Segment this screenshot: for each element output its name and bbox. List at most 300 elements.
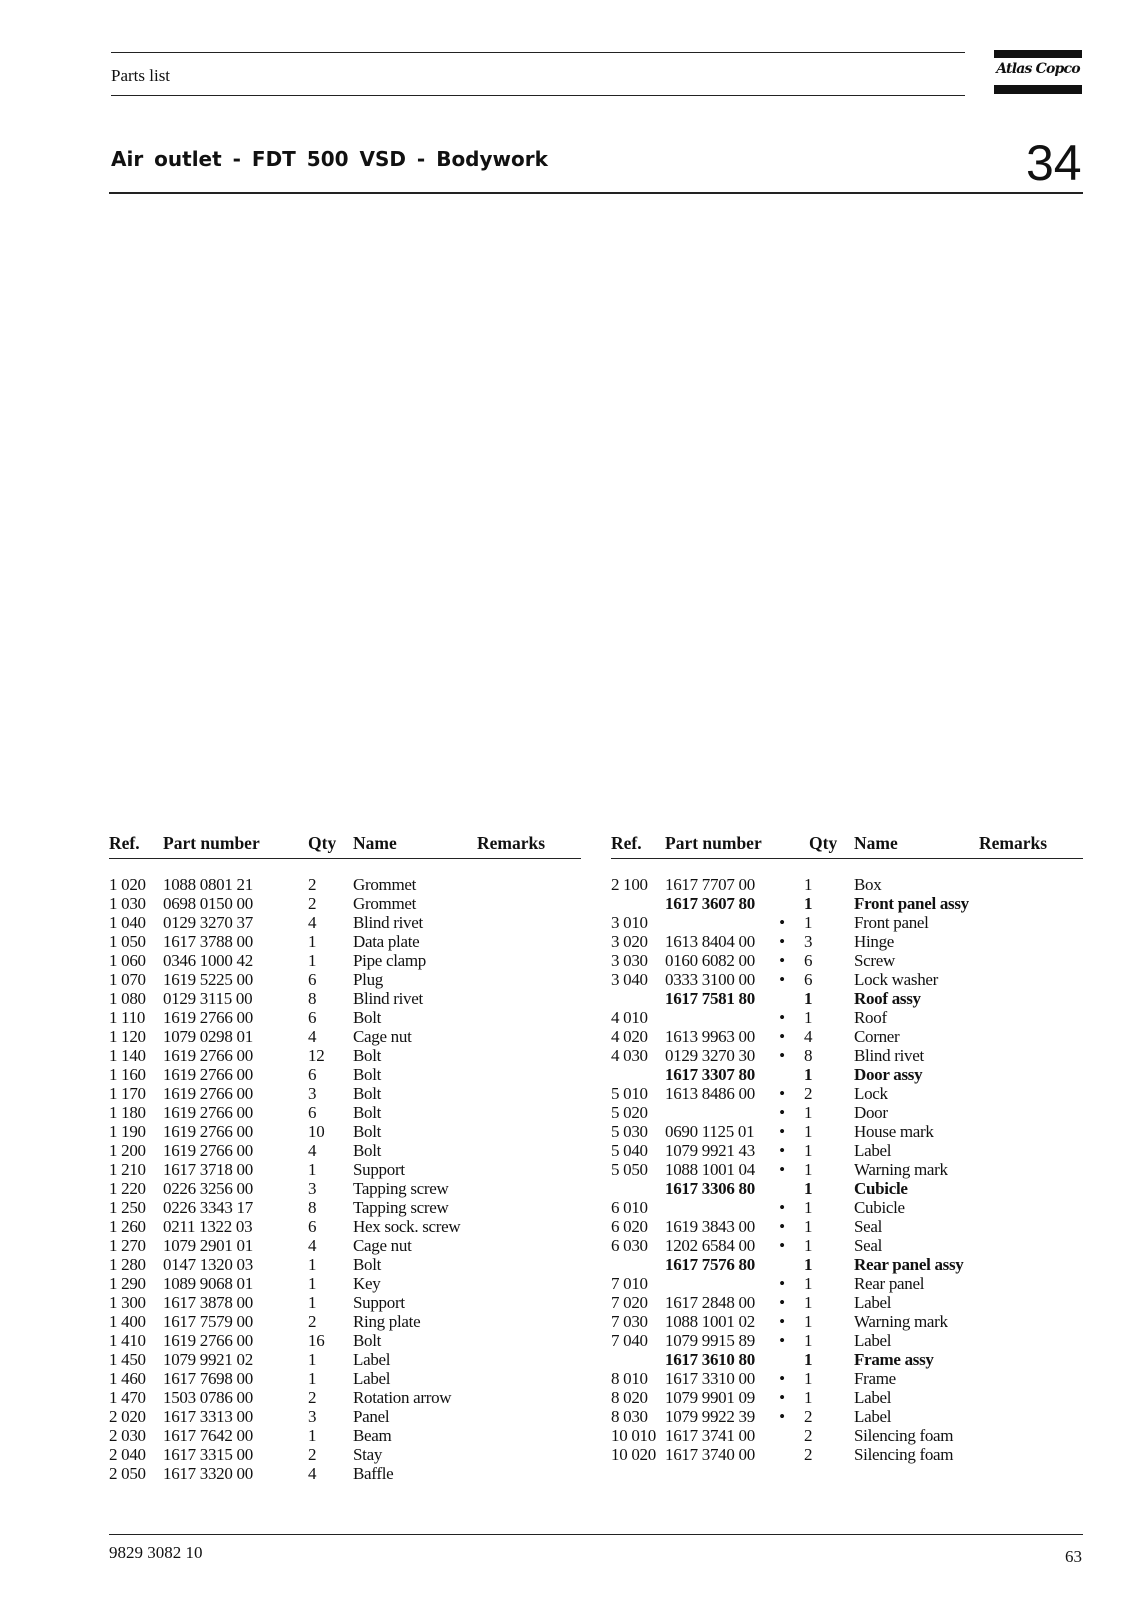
cell-part-number: 1089 9068 01 [163,1274,253,1293]
cell-ref: 1 270 [109,1236,146,1255]
cell-part-number: 1619 2766 00 [163,1084,253,1103]
cell-ref: 1 040 [109,913,146,932]
cell-name: Support [353,1293,405,1312]
table-row [109,1350,581,1369]
table-header [109,832,581,859]
cell-qty: 2 [804,1445,813,1464]
cell-name: Seal [854,1236,883,1255]
cell-name: Label [854,1388,892,1407]
cell-ref: 3 030 [611,951,648,970]
table-row [109,1027,581,1046]
cell-part-number: 0226 3343 17 [163,1198,253,1217]
cell-subassembly-marker: • [779,1293,785,1312]
cell-subassembly-marker: • [779,1331,785,1350]
cell-subassembly-marker: • [779,1274,785,1293]
cell-qty: 4 [308,1464,317,1483]
cell-ref: 7 010 [611,1274,648,1293]
table-row [109,1255,581,1274]
header-remarks: Remarks [477,833,546,853]
cell-name: Door assy [854,1065,923,1084]
table-row [109,1141,581,1160]
header-part-number: Part number [163,833,260,853]
cell-ref: 1 190 [109,1122,146,1141]
cell-name: Bolt [353,1141,382,1160]
cell-part-number: 1617 3320 00 [163,1464,253,1483]
header-qty: Qty [809,833,838,853]
cell-qty: 1 [308,1350,317,1369]
cell-part-number: 1617 2848 00 [665,1293,755,1312]
cell-part-number: 1617 3310 00 [665,1369,755,1388]
title-rule [109,192,1083,194]
table-row [611,1255,1083,1274]
cell-ref: 2 030 [109,1426,146,1445]
cell-name: Warning mark [854,1312,948,1331]
cell-part-number: 0690 1125 01 [665,1122,755,1141]
cell-name: Bolt [353,1046,382,1065]
cell-qty: 1 [308,1274,317,1293]
table-row [109,1217,581,1236]
cell-qty: 1 [308,1160,317,1179]
cell-name: Roof assy [854,989,921,1008]
cell-part-number: 1619 2766 00 [163,1046,253,1065]
cell-part-number: 1079 2901 01 [163,1236,253,1255]
cell-name: Bolt [353,1084,382,1103]
cell-part-number: 0160 6082 00 [665,951,755,970]
cell-name: Frame assy [854,1350,934,1369]
cell-name: Label [854,1293,892,1312]
cell-ref: 1 250 [109,1198,146,1217]
cell-ref: 1 280 [109,1255,146,1274]
cell-qty: 1 [804,1350,813,1369]
table-body-left [109,875,581,1483]
table-row [109,1008,581,1027]
cell-qty: 2 [804,1407,813,1426]
cell-ref: 1 400 [109,1312,146,1331]
cell-ref: 1 210 [109,1160,146,1179]
cell-part-number: 1617 3313 00 [163,1407,253,1426]
table-row [611,1312,1083,1331]
cell-name: Door [854,1103,888,1122]
cell-qty: 8 [804,1046,813,1065]
cell-qty: 8 [308,989,317,1008]
cell-name: Bolt [353,1065,382,1084]
table-row [611,1046,1083,1065]
table-row [109,1388,581,1407]
cell-name: Rear panel assy [854,1255,964,1274]
cell-name: Warning mark [854,1160,948,1179]
cell-part-number: 1617 7642 00 [163,1426,253,1445]
cell-part-number: 1617 3788 00 [163,932,253,951]
cell-qty: 1 [804,1103,813,1122]
cell-name: Lock washer [854,970,939,989]
cell-name: Grommet [353,875,417,894]
cell-qty: 1 [804,1122,813,1141]
table-row [611,1179,1083,1198]
cell-subassembly-marker: • [779,1160,785,1179]
cell-qty: 1 [804,1274,813,1293]
header-remarks: Remarks [979,833,1048,853]
cell-name: Blind rivet [353,989,423,1008]
cell-qty: 6 [308,1008,317,1027]
table-body-right [611,875,1083,1464]
cell-qty: 1 [308,1255,317,1274]
table-row [109,913,581,932]
cell-qty: 12 [308,1046,325,1065]
cell-part-number: 1619 2766 00 [163,1122,253,1141]
cell-name: Bolt [353,1103,382,1122]
cell-part-number: 1617 7576 80 [665,1255,755,1274]
cell-ref: 1 060 [109,951,146,970]
cell-qty: 1 [308,1426,317,1445]
table-row [611,932,1083,951]
table-row [611,894,1083,913]
table-row [611,1198,1083,1217]
cell-name: Data plate [353,932,420,951]
cell-qty: 1 [804,894,813,913]
cell-name: Ring plate [353,1312,421,1331]
cell-qty: 3 [308,1179,317,1198]
cell-ref: 6 010 [611,1198,648,1217]
cell-qty: 16 [308,1331,325,1350]
cell-part-number: 0129 3115 00 [163,989,253,1008]
cell-subassembly-marker: • [779,1103,785,1122]
cell-part-number: 1503 0786 00 [163,1388,253,1407]
cell-subassembly-marker: • [779,1046,785,1065]
cell-name: Panel [353,1407,390,1426]
cell-ref: 7 040 [611,1331,648,1350]
cell-qty: 1 [804,1160,813,1179]
table-row [109,1445,581,1464]
cell-ref: 1 070 [109,970,146,989]
cell-ref: 1 050 [109,932,146,951]
cell-qty: 1 [804,1255,813,1274]
cell-part-number: 1619 3843 00 [665,1217,755,1236]
cell-ref: 4 020 [611,1027,648,1046]
cell-ref: 5 010 [611,1084,648,1103]
logo-text: Atlas Copco [996,61,1080,77]
table-row [109,1464,581,1483]
cell-qty: 4 [308,1141,317,1160]
table-row [611,989,1083,1008]
cell-qty: 2 [308,1312,317,1331]
cell-part-number: 1617 3878 00 [163,1293,253,1312]
cell-qty: 3 [308,1084,317,1103]
cell-ref: 2 040 [109,1445,146,1464]
table-row [109,1407,581,1426]
header-ref: Ref. [611,833,642,853]
cell-qty: 1 [308,1369,317,1388]
cell-part-number: 1079 9915 89 [665,1331,755,1350]
brand-logo [994,50,1082,94]
table-row [611,1008,1083,1027]
cell-ref: 7 030 [611,1312,648,1331]
cell-part-number: 1619 2766 00 [163,1065,253,1084]
cell-ref: 6 030 [611,1236,648,1255]
table-row [611,875,1083,894]
table-row [611,1388,1083,1407]
cell-part-number: 0147 1320 03 [163,1255,253,1274]
cell-part-number: 0698 0150 00 [163,894,253,913]
cell-name: Hinge [854,932,895,951]
table-row [611,1027,1083,1046]
cell-qty: 4 [308,1027,317,1046]
header-name: Name [854,833,898,853]
cell-name: Grommet [353,894,417,913]
cell-subassembly-marker: • [779,951,785,970]
cell-name: Baffle [353,1464,394,1483]
table-row [109,1236,581,1255]
parts-table-right [611,832,1083,1464]
cell-ref: 10 020 [611,1445,656,1464]
cell-name: Label [353,1350,391,1369]
table-row [611,1217,1083,1236]
cell-qty: 1 [804,913,813,932]
cell-qty: 1 [804,1065,813,1084]
cell-part-number: 0129 3270 37 [163,913,253,932]
cell-ref: 1 470 [109,1388,146,1407]
table-row [109,1274,581,1293]
table-row [611,1274,1083,1293]
cell-part-number: 1079 9921 43 [665,1141,755,1160]
cell-part-number: 1617 3741 00 [665,1426,755,1445]
header-part-number: Part number [665,833,762,853]
cell-subassembly-marker: • [779,1407,785,1426]
cell-ref: 8 030 [611,1407,648,1426]
cell-name: Label [353,1369,391,1388]
cell-subassembly-marker: • [779,1141,785,1160]
cell-subassembly-marker: • [779,1084,785,1103]
cell-name: Rotation arrow [353,1388,452,1407]
cell-part-number: 1617 3610 80 [665,1350,755,1369]
cell-ref: 5 050 [611,1160,648,1179]
cell-ref: 1 120 [109,1027,146,1046]
cell-qty: 1 [804,989,813,1008]
cell-ref: 1 170 [109,1084,146,1103]
cell-qty: 8 [308,1198,317,1217]
cell-subassembly-marker: • [779,913,785,932]
cell-qty: 1 [804,1236,813,1255]
cell-ref: 5 040 [611,1141,648,1160]
cell-ref: 4 010 [611,1008,648,1027]
cell-part-number: 1613 8486 00 [665,1084,755,1103]
cell-subassembly-marker: • [779,1122,785,1141]
cell-subassembly-marker: • [779,1312,785,1331]
cell-part-number: 1613 9963 00 [665,1027,755,1046]
cell-part-number: 1619 5225 00 [163,970,253,989]
cell-part-number: 1619 2766 00 [163,1008,253,1027]
table-row [109,1160,581,1179]
cell-part-number: 1617 3718 00 [163,1160,253,1179]
table-row [611,970,1083,989]
cell-ref: 1 020 [109,875,146,894]
table-row [109,1293,581,1312]
cell-qty: 4 [308,1236,317,1255]
cell-ref: 1 460 [109,1369,146,1388]
cell-qty: 3 [308,1407,317,1426]
cell-name: Bolt [353,1008,382,1027]
cell-qty: 6 [308,970,317,989]
cell-name: Blind rivet [854,1046,924,1065]
cell-ref: 4 030 [611,1046,648,1065]
cell-name: Beam [353,1426,392,1445]
cell-qty: 6 [804,951,813,970]
cell-qty: 1 [308,951,317,970]
cell-name: Tapping screw [353,1198,449,1217]
cell-subassembly-marker: • [779,1008,785,1027]
cell-qty: 1 [804,1008,813,1027]
table-row [611,1445,1083,1464]
cell-name: Stay [353,1445,383,1464]
cell-part-number: 1088 1001 02 [665,1312,755,1331]
cell-qty: 6 [308,1217,317,1236]
parts-table-left [109,832,581,1483]
cell-qty: 3 [804,932,813,951]
cell-ref: 1 300 [109,1293,146,1312]
cell-qty: 6 [804,970,813,989]
header-qty: Qty [308,833,337,853]
cell-part-number: 0211 1322 03 [163,1217,253,1236]
cell-ref: 3 040 [611,970,648,989]
table-row [611,1065,1083,1084]
cell-name: Support [353,1160,405,1179]
cell-name: Plug [353,970,383,989]
cell-part-number: 1617 3607 80 [665,894,755,913]
cell-qty: 10 [308,1122,325,1141]
table-row [611,1407,1083,1426]
cell-part-number: 0346 1000 42 [163,951,253,970]
cell-ref: 1 200 [109,1141,146,1160]
cell-part-number: 1088 0801 21 [163,875,253,894]
cell-name: Bolt [353,1122,382,1141]
table-row [109,1122,581,1141]
table-row [109,1331,581,1350]
cell-part-number: 1079 9901 09 [665,1388,755,1407]
table-row [611,1293,1083,1312]
cell-qty: 1 [804,1217,813,1236]
cell-part-number: 1202 6584 00 [665,1236,755,1255]
cell-subassembly-marker: • [779,1236,785,1255]
table-row [109,1312,581,1331]
footer-rule [109,1534,1083,1535]
cell-part-number: 1619 2766 00 [163,1331,253,1350]
table-row [611,1122,1083,1141]
cell-ref: 1 290 [109,1274,146,1293]
cell-ref: 8 010 [611,1369,648,1388]
logo-bottom-bar [994,85,1082,94]
table-row [109,1084,581,1103]
table-row [109,1103,581,1122]
cell-qty: 2 [308,875,317,894]
cell-ref: 2 050 [109,1464,146,1483]
cell-part-number: 1617 3315 00 [163,1445,253,1464]
table-row [611,1160,1083,1179]
cell-qty: 1 [804,1293,813,1312]
cell-part-number: 1079 9922 39 [665,1407,755,1426]
cell-part-number: 1617 7579 00 [163,1312,253,1331]
cell-name: Front panel [854,913,929,932]
cell-ref: 3 010 [611,913,648,932]
cell-ref: 1 140 [109,1046,146,1065]
document-number: 9829 3082 10 [109,1543,203,1562]
cell-qty: 1 [804,1331,813,1350]
cell-ref: 8 020 [611,1388,648,1407]
cell-name: Screw [854,951,895,970]
table-row [109,1046,581,1065]
cell-name: Blind rivet [353,913,423,932]
cell-qty: 6 [308,1103,317,1122]
cell-part-number: 1617 3307 80 [665,1065,755,1084]
cell-name: Label [854,1141,892,1160]
cell-subassembly-marker: • [779,1217,785,1236]
cell-name: Frame [854,1369,896,1388]
cell-ref: 5 030 [611,1122,648,1141]
cell-qty: 1 [804,875,813,894]
cell-subassembly-marker: • [779,1027,785,1046]
table-row [109,970,581,989]
cell-qty: 1 [308,1293,317,1312]
cell-qty: 1 [804,1388,813,1407]
cell-part-number: 1619 2766 00 [163,1103,253,1122]
cell-ref: 3 020 [611,932,648,951]
table-row [109,951,581,970]
cell-name: Silencing foam [854,1445,954,1464]
table-row [611,1103,1083,1122]
header-ref: Ref. [109,833,140,853]
cell-subassembly-marker: • [779,932,785,951]
cell-name: Box [854,875,882,894]
table-row [611,1141,1083,1160]
cell-ref: 1 410 [109,1331,146,1350]
page-title: Air outlet - FDT 500 VSD - Bodywork [111,147,548,171]
cell-qty: 2 [804,1426,813,1445]
cell-name: Seal [854,1217,883,1236]
cell-qty: 1 [804,1141,813,1160]
cell-part-number: 1617 3306 80 [665,1179,755,1198]
header-bottom-rule [111,95,965,96]
header-top-rule [111,52,965,53]
cell-name: Label [854,1331,892,1350]
table-row [611,1369,1083,1388]
cell-ref: 2 020 [109,1407,146,1426]
cell-name: Tapping screw [353,1179,449,1198]
cell-qty: 2 [804,1084,813,1103]
table-row [109,894,581,913]
cell-qty: 1 [804,1198,813,1217]
table-row [611,1236,1083,1255]
cell-name: Rear panel [854,1274,925,1293]
cell-ref: 2 100 [611,875,648,894]
cell-ref: 6 020 [611,1217,648,1236]
table-row [109,989,581,1008]
cell-part-number: 1617 3740 00 [665,1445,755,1464]
cell-qty: 2 [308,1388,317,1407]
cell-name: Cubicle [854,1198,905,1217]
cell-qty: 6 [308,1065,317,1084]
cell-qty: 1 [804,1369,813,1388]
table-row [611,913,1083,932]
cell-ref: 1 030 [109,894,146,913]
page-number: 63 [1065,1547,1082,1566]
section-number: 34 [1026,135,1082,191]
cell-name: Pipe clamp [353,951,427,970]
cell-part-number: 1613 8404 00 [665,932,755,951]
cell-part-number: 1617 7698 00 [163,1369,253,1388]
cell-name: House mark [854,1122,934,1141]
cell-qty: 4 [804,1027,813,1046]
table-row [109,1179,581,1198]
cell-part-number: 0333 3100 00 [665,970,755,989]
header-name: Name [353,833,397,853]
